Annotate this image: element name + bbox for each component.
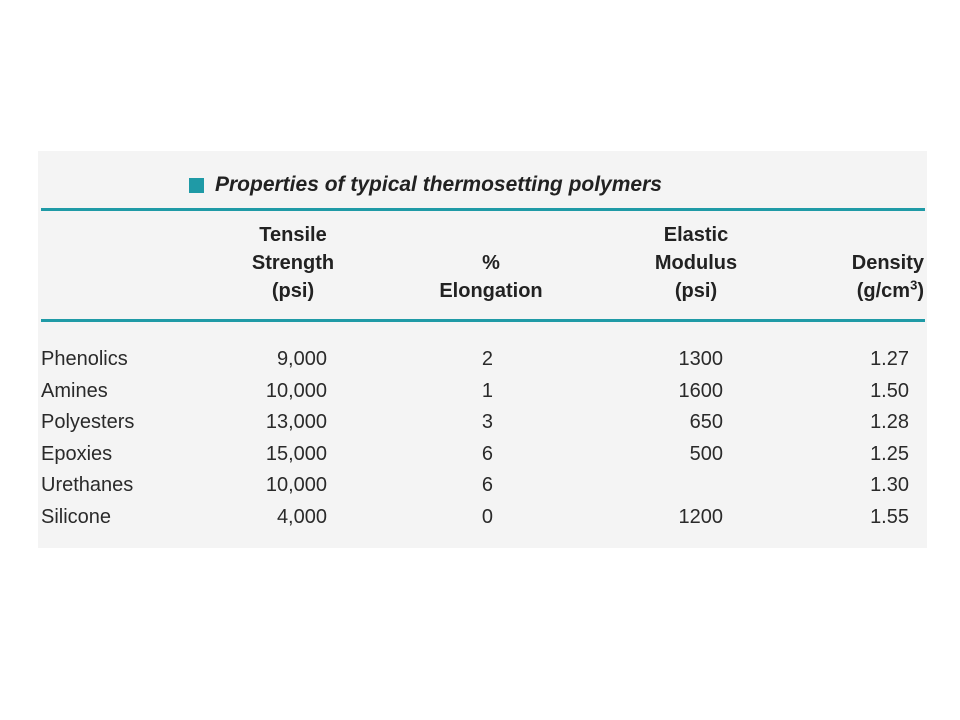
modulus-value: 650 [689, 411, 723, 433]
density-value: 1.55 [870, 505, 909, 528]
tensile-value: 15,000 [265, 442, 327, 465]
elongation-value: 2 [481, 348, 493, 370]
header-density-close: ) [917, 280, 924, 302]
header-elongation-line-2: Elongation [439, 280, 543, 302]
header-density-superscript: 3 [910, 277, 918, 293]
modulus-value: 500 [689, 442, 723, 465]
elongation-value: 6 [481, 474, 493, 496]
modulus-value: 1200 [678, 505, 723, 528]
properties-table-panel [38, 151, 927, 548]
header-elongation-line-1: % [482, 252, 500, 274]
table-row [41, 376, 909, 408]
tensile-value: 13,000 [265, 411, 327, 433]
elongation-value: 0 [481, 505, 493, 528]
tensile-value: 4,000 [276, 505, 327, 528]
tensile-value: 10,000 [265, 474, 327, 496]
header-density-unit: (g/cm [856, 280, 911, 302]
header-modulus-line-1: Elastic [663, 224, 729, 246]
density-value: 1.25 [870, 442, 909, 465]
header-modulus-line-2: Modulus [654, 252, 738, 274]
header-tensile-line-2: Strength [251, 252, 335, 274]
header-density-line-1: Density [851, 252, 924, 274]
table-row [41, 470, 909, 502]
tensile-value: 10,000 [265, 379, 327, 402]
modulus-value [493, 470, 723, 502]
table-title-row [189, 173, 662, 197]
header-top-rule [41, 208, 925, 211]
elongation-value: 1 [481, 379, 493, 402]
modulus-value: 1300 [678, 348, 723, 370]
header-density-line-2 [778, 277, 924, 305]
polymer-name: Silicone [41, 505, 112, 528]
table-row [41, 502, 909, 534]
header-tensile-line-3: (psi) [271, 280, 315, 302]
header-elastic-modulus [626, 221, 766, 305]
density-value: 1.28 [870, 411, 909, 433]
header-modulus-line-3: (psi) [674, 280, 718, 302]
header-bottom-rule [41, 319, 925, 322]
header-density [778, 249, 924, 305]
table-row [41, 439, 909, 471]
header-elongation [421, 249, 561, 305]
polymer-name: Urethanes [41, 474, 134, 496]
table-row [41, 407, 909, 439]
header-tensile-line-1: Tensile [259, 224, 327, 246]
elongation-value: 6 [481, 442, 493, 465]
tensile-value: 9,000 [276, 348, 327, 370]
density-value: 1.30 [870, 474, 909, 496]
properties-data-table [41, 344, 909, 533]
polymer-name: Amines [41, 379, 108, 402]
polymer-name: Polyesters [41, 411, 135, 433]
polymer-name: Phenolics [41, 348, 128, 370]
density-value: 1.27 [870, 348, 909, 370]
modulus-value: 1600 [678, 379, 723, 402]
polymer-name: Epoxies [41, 442, 113, 465]
title-bullet-square-icon [189, 178, 204, 193]
table-title: Properties of typical thermosetting polymers [215, 173, 662, 196]
density-value: 1.50 [870, 379, 909, 402]
table-row [41, 344, 909, 376]
elongation-value: 3 [481, 411, 493, 433]
header-tensile-strength [223, 221, 363, 305]
